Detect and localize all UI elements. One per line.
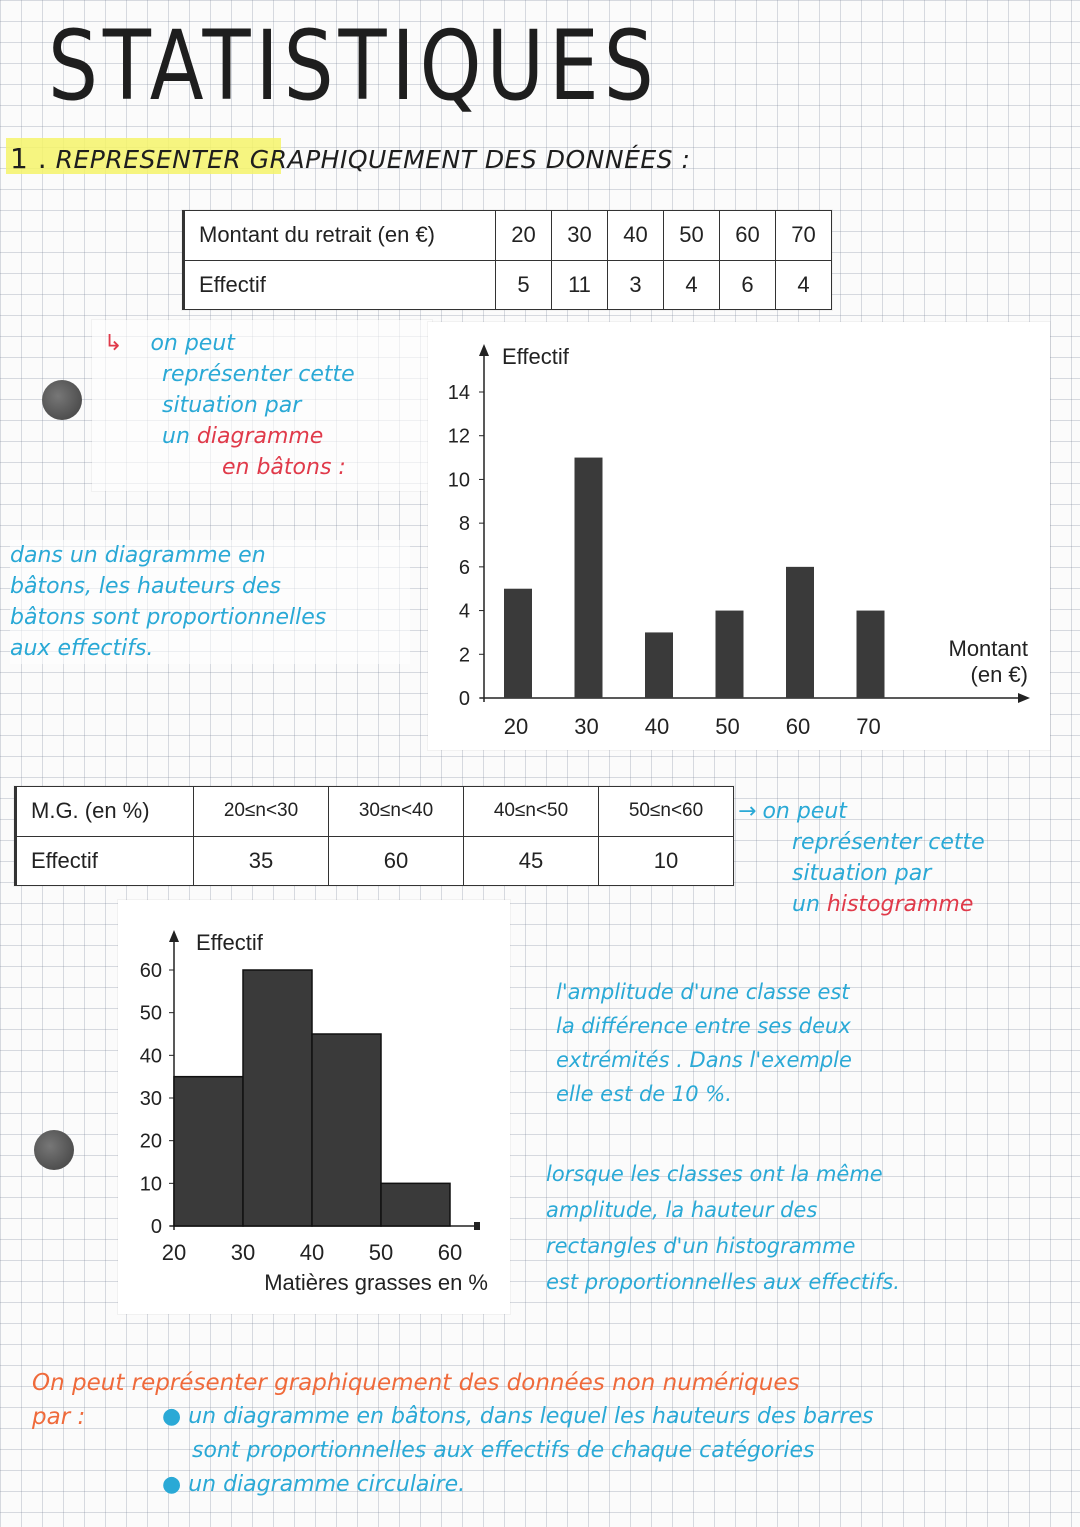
footer-bullet: un diagramme en bâtons, dans lequel les hauteurs des barres xyxy=(188,1404,874,1429)
y-tick-label: 30 xyxy=(139,1088,162,1110)
x-tick-label: 40 xyxy=(299,1240,325,1265)
table1-cell: 6 xyxy=(720,260,776,310)
y-tick-label: 2 xyxy=(458,644,470,667)
y-tick-label: 40 xyxy=(139,1045,162,1068)
note-bar-chart-intro xyxy=(92,320,432,491)
x-tick-label: 50 xyxy=(715,714,740,739)
note-line: elle est de 10 %. xyxy=(556,1082,732,1106)
table1-cell: 50 xyxy=(664,211,720,261)
note-histogram-rule xyxy=(546,1156,1071,1300)
note-line: rectangles d'un histogramme xyxy=(546,1234,856,1258)
y-tick-label: 20 xyxy=(139,1130,162,1153)
bar-chart xyxy=(428,322,1050,750)
arrow-icon: ↳ xyxy=(104,331,123,356)
note-amplitude xyxy=(556,975,1066,1111)
table1-row-effectif xyxy=(184,260,832,310)
table1-cell: 4 xyxy=(776,260,832,310)
y-axis-arrow-icon xyxy=(169,930,179,942)
x-tick-label: 40 xyxy=(644,714,670,739)
note-highlight: diagramme xyxy=(196,424,324,449)
note-line: bâtons, les hauteurs des xyxy=(10,574,281,599)
y-tick-label: 4 xyxy=(458,600,470,623)
y-tick-label: 50 xyxy=(139,1002,162,1025)
y-tick-label: 10 xyxy=(139,1173,162,1196)
note-line: aux effectifs. xyxy=(10,636,154,661)
table2-row2-label: Effectif xyxy=(16,836,194,886)
note-line: situation par xyxy=(162,393,302,418)
footer-bullet: un diagramme circulaire. xyxy=(188,1472,466,1497)
bullet-icon: ● xyxy=(162,1404,189,1429)
x-axis-label: Matières grasses en % xyxy=(264,1270,488,1295)
note-line: l'amplitude d'une classe est xyxy=(556,980,850,1004)
histogram-panel xyxy=(118,900,510,1314)
bar xyxy=(575,458,603,698)
y-tick-label: 0 xyxy=(150,1216,162,1238)
table1-cell: 30 xyxy=(552,211,608,261)
bar xyxy=(786,567,814,698)
x-tick-label: 60 xyxy=(437,1240,463,1265)
table2-cell: 40≤n<50 xyxy=(464,787,599,837)
x-tick-label: 20 xyxy=(503,714,529,739)
binder-hole xyxy=(34,1130,74,1170)
y-tick-label: 60 xyxy=(139,960,162,982)
table2 xyxy=(14,786,734,886)
table1-cell: 3 xyxy=(608,260,664,310)
y-axis-label: Effectif xyxy=(502,344,569,369)
x-axis-label-unit: (en €) xyxy=(970,662,1028,687)
table1-cell: 60 xyxy=(720,211,776,261)
bar xyxy=(504,589,532,698)
binder-hole xyxy=(42,380,82,420)
y-tick-label: 14 xyxy=(447,382,470,404)
x-tick-label: 70 xyxy=(856,714,881,739)
section-number: 1 . xyxy=(10,142,48,175)
histogram-bar xyxy=(381,1183,450,1226)
bullet-icon: ● xyxy=(162,1472,189,1497)
y-tick-label: 12 xyxy=(447,425,470,448)
x-axis-end-marker xyxy=(474,1222,480,1230)
table1-cell: 20 xyxy=(496,211,552,261)
table2-cell: 35 xyxy=(194,836,329,886)
histogram-bar xyxy=(174,1077,243,1226)
table1-cell: 40 xyxy=(608,211,664,261)
histogram-bar xyxy=(312,1034,381,1226)
table2-cell: 45 xyxy=(464,836,599,886)
table2-cell: 60 xyxy=(329,836,464,886)
table2-cell: 50≤n<60 xyxy=(599,787,734,837)
note-line: bâtons sont proportionnelles xyxy=(10,605,327,630)
histogram-chart xyxy=(118,900,510,1314)
bar-chart-panel xyxy=(428,322,1050,750)
footer-bullet-continued: sont proportionnelles aux effectifs de chaque catégories xyxy=(192,1438,815,1463)
x-axis-arrow-icon xyxy=(1018,693,1030,703)
footer-notes xyxy=(32,1366,1062,1502)
x-tick-label: 30 xyxy=(574,714,599,739)
bar xyxy=(716,611,744,698)
table1-cell: 5 xyxy=(496,260,552,310)
note-bar-chart-rule xyxy=(10,540,410,664)
table1-row1-label: Montant du retrait (en €) xyxy=(184,211,496,261)
table1-cell: 11 xyxy=(552,260,608,310)
y-tick-label: 0 xyxy=(458,688,470,710)
table2-row1-label: M.G. (en %) xyxy=(16,787,194,837)
note-line: on peut xyxy=(762,799,847,824)
table2-row-effectif xyxy=(16,836,734,886)
note-histogram-intro xyxy=(738,796,1068,920)
note-line: un xyxy=(792,892,820,917)
y-tick-label: 10 xyxy=(447,469,470,492)
note-line: lorsque les classes ont la même xyxy=(546,1162,883,1186)
note-highlight: histogramme xyxy=(826,892,974,917)
note-line: représenter cette xyxy=(792,830,985,855)
bar xyxy=(645,632,673,698)
table1-paper xyxy=(182,210,832,310)
table2-cell: 10 xyxy=(599,836,734,886)
histogram-bar xyxy=(243,970,312,1226)
table2-paper xyxy=(14,786,734,886)
x-tick-label: 30 xyxy=(230,1240,256,1265)
note-line: un xyxy=(162,424,190,449)
bar xyxy=(857,611,885,698)
table2-cell: 30≤n<40 xyxy=(329,787,464,837)
table1-cell: 4 xyxy=(664,260,720,310)
y-tick-label: 6 xyxy=(458,556,470,579)
footer-par: par : xyxy=(32,1404,86,1430)
x-axis-label: Montant xyxy=(948,636,1028,661)
table2-row-classes xyxy=(16,787,734,837)
arrow-icon: → xyxy=(738,799,757,824)
note-line: amplitude, la hauteur des xyxy=(546,1198,818,1222)
section-heading xyxy=(10,142,690,175)
table1-row-amount xyxy=(184,211,832,261)
table2-cell: 20≤n<30 xyxy=(194,787,329,837)
note-line: la différence entre ses deux xyxy=(556,1014,851,1038)
y-axis-arrow-icon xyxy=(479,344,489,356)
note-highlight: en bâtons : xyxy=(222,455,346,480)
footer-line: On peut représenter graphiquement des données non numériques xyxy=(32,1370,800,1396)
note-line: on peut xyxy=(150,331,235,356)
note-line: extrémités . Dans l'exemple xyxy=(556,1048,852,1072)
table1-row2-label: Effectif xyxy=(184,260,496,310)
section-heading-text: REPRESENTER GRAPHIQUEMENT DES DONNÉES : xyxy=(55,145,691,174)
note-line: représenter cette xyxy=(162,362,355,387)
note-line: situation par xyxy=(792,861,932,886)
y-tick-label: 8 xyxy=(458,513,470,536)
x-tick-label: 50 xyxy=(368,1240,394,1265)
table1 xyxy=(182,210,832,310)
x-tick-label: 60 xyxy=(785,714,811,739)
note-line: est proportionnelles aux effectifs. xyxy=(546,1270,900,1294)
y-axis-label: Effectif xyxy=(196,930,263,955)
x-tick-label: 20 xyxy=(161,1240,187,1265)
table1-cell: 70 xyxy=(776,211,832,261)
page-title: STATISTIQUES xyxy=(48,10,659,122)
note-line: dans un diagramme en xyxy=(10,543,266,568)
